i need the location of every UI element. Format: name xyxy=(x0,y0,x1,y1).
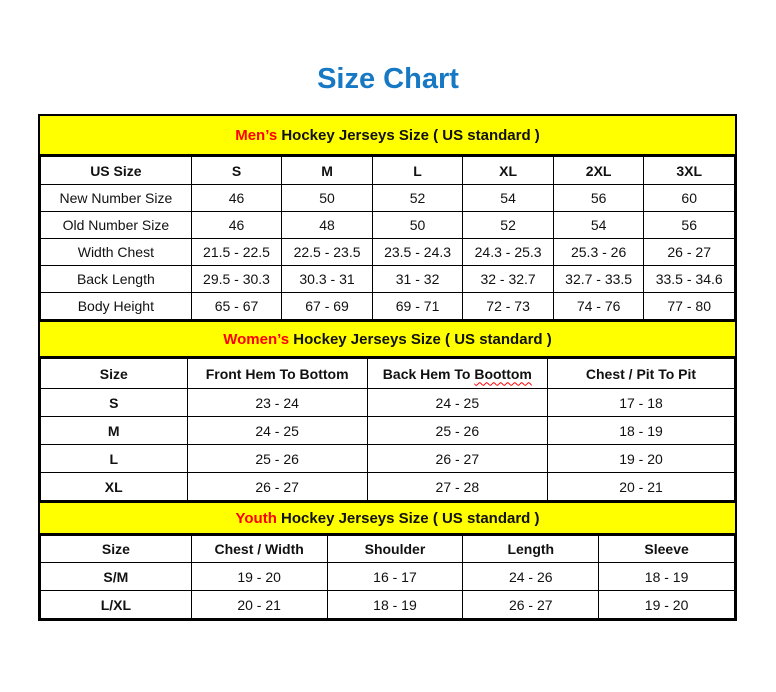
table-row xyxy=(41,389,735,417)
data-cell: 25 - 26 xyxy=(367,417,547,445)
row-label: XL xyxy=(41,473,188,501)
column-header: Chest / Width xyxy=(191,536,327,563)
data-cell: 77 - 80 xyxy=(644,293,735,320)
table-row xyxy=(41,563,735,591)
column-header-text: Back Hem To xyxy=(382,365,475,382)
data-cell: 30.3 - 31 xyxy=(282,266,373,293)
womens-size-table xyxy=(40,358,735,501)
data-cell: 20 - 21 xyxy=(191,591,327,619)
column-header: Size xyxy=(41,359,188,389)
column-header: XL xyxy=(463,157,554,185)
youth-size-table xyxy=(40,535,735,619)
misspelled-word: Boottom xyxy=(474,365,532,382)
table-row xyxy=(41,473,735,501)
womens-column-header-row xyxy=(41,359,735,389)
section-header-accent: Women’s xyxy=(223,330,290,348)
column-header: Size xyxy=(41,536,192,563)
column-header: Front Hem To Bottom xyxy=(187,359,367,389)
data-cell: 23.5 - 24.3 xyxy=(372,239,463,266)
data-cell: 32.7 - 33.5 xyxy=(553,266,644,293)
data-cell: 32 - 32.7 xyxy=(463,266,554,293)
data-cell: 72 - 73 xyxy=(463,293,554,320)
data-cell: 25 - 26 xyxy=(187,445,367,473)
data-cell: 46 xyxy=(191,212,282,239)
data-cell: 19 - 20 xyxy=(599,591,735,619)
data-cell: 18 - 19 xyxy=(327,591,463,619)
table-row xyxy=(41,212,735,239)
section-header-text: Hockey Jerseys Size ( US standard ) xyxy=(277,126,540,144)
column-header: 2XL xyxy=(553,157,644,185)
data-cell: 65 - 67 xyxy=(191,293,282,320)
table-row xyxy=(41,591,735,619)
column-header: 3XL xyxy=(644,157,735,185)
column-header: Length xyxy=(463,536,599,563)
data-cell: 33.5 - 34.6 xyxy=(644,266,735,293)
data-cell: 20 - 21 xyxy=(547,473,734,501)
column-header: Sleeve xyxy=(599,536,735,563)
column-header: Shoulder xyxy=(327,536,463,563)
row-label: S/M xyxy=(41,563,192,591)
table-row xyxy=(41,185,735,212)
data-cell: 67 - 69 xyxy=(282,293,373,320)
data-cell: 24 - 25 xyxy=(187,417,367,445)
data-cell: 56 xyxy=(644,212,735,239)
data-cell: 23 - 24 xyxy=(187,389,367,417)
data-cell: 18 - 19 xyxy=(547,417,734,445)
table-row xyxy=(41,293,735,320)
data-cell: 54 xyxy=(463,185,554,212)
table-row xyxy=(41,417,735,445)
data-cell: 19 - 20 xyxy=(191,563,327,591)
data-cell: 26 - 27 xyxy=(187,473,367,501)
data-cell: 48 xyxy=(282,212,373,239)
column-header xyxy=(367,359,547,389)
row-label: Body Height xyxy=(41,293,192,320)
data-cell: 18 - 19 xyxy=(599,563,735,591)
data-cell: 31 - 32 xyxy=(372,266,463,293)
data-cell: 69 - 71 xyxy=(372,293,463,320)
data-cell: 56 xyxy=(553,185,644,212)
column-header: L xyxy=(372,157,463,185)
row-label: L xyxy=(41,445,188,473)
row-label: Back Length xyxy=(41,266,192,293)
page-title: Size Chart xyxy=(317,63,459,95)
data-cell: 52 xyxy=(372,185,463,212)
section-header-text: Hockey Jerseys Size ( US standard ) xyxy=(289,330,552,348)
row-label: S xyxy=(41,389,188,417)
data-cell: 24 - 25 xyxy=(367,389,547,417)
section-header-text: Hockey Jerseys Size ( US standard ) xyxy=(276,509,540,527)
data-cell: 26 - 27 xyxy=(367,445,547,473)
data-cell: 21.5 - 22.5 xyxy=(191,239,282,266)
section-header-mens xyxy=(40,116,735,156)
data-cell: 74 - 76 xyxy=(553,293,644,320)
section-header-youth xyxy=(40,501,735,535)
column-header: S xyxy=(191,157,282,185)
mens-size-table xyxy=(40,156,735,320)
data-cell: 27 - 28 xyxy=(367,473,547,501)
section-header-womens xyxy=(40,320,735,358)
table-row xyxy=(41,266,735,293)
data-cell: 26 - 27 xyxy=(644,239,735,266)
data-cell: 25.3 - 26 xyxy=(553,239,644,266)
section-womens xyxy=(40,320,735,501)
data-cell: 19 - 20 xyxy=(547,445,734,473)
column-header: Chest / Pit To Pit xyxy=(547,359,734,389)
mens-column-header-row xyxy=(41,157,735,185)
data-cell: 17 - 18 xyxy=(547,389,734,417)
row-label: L/XL xyxy=(41,591,192,619)
data-cell: 22.5 - 23.5 xyxy=(282,239,373,266)
column-header: M xyxy=(282,157,373,185)
data-cell: 50 xyxy=(282,185,373,212)
section-mens xyxy=(40,116,735,320)
section-header-accent: Youth xyxy=(235,509,277,527)
data-cell: 50 xyxy=(372,212,463,239)
youth-column-header-row xyxy=(41,536,735,563)
table-row xyxy=(41,445,735,473)
row-label: Width Chest xyxy=(41,239,192,266)
row-label: M xyxy=(41,417,188,445)
data-cell: 52 xyxy=(463,212,554,239)
section-header-accent: Men’s xyxy=(235,126,278,144)
data-cell: 16 - 17 xyxy=(327,563,463,591)
data-cell: 46 xyxy=(191,185,282,212)
data-cell: 29.5 - 30.3 xyxy=(191,266,282,293)
column-header: US Size xyxy=(41,157,192,185)
data-cell: 26 - 27 xyxy=(463,591,599,619)
data-cell: 54 xyxy=(553,212,644,239)
row-label: New Number Size xyxy=(41,185,192,212)
section-youth xyxy=(40,501,735,619)
data-cell: 60 xyxy=(644,185,735,212)
data-cell: 24 - 26 xyxy=(463,563,599,591)
table-row xyxy=(41,239,735,266)
row-label: Old Number Size xyxy=(41,212,192,239)
size-chart-container xyxy=(38,114,737,621)
data-cell: 24.3 - 25.3 xyxy=(463,239,554,266)
